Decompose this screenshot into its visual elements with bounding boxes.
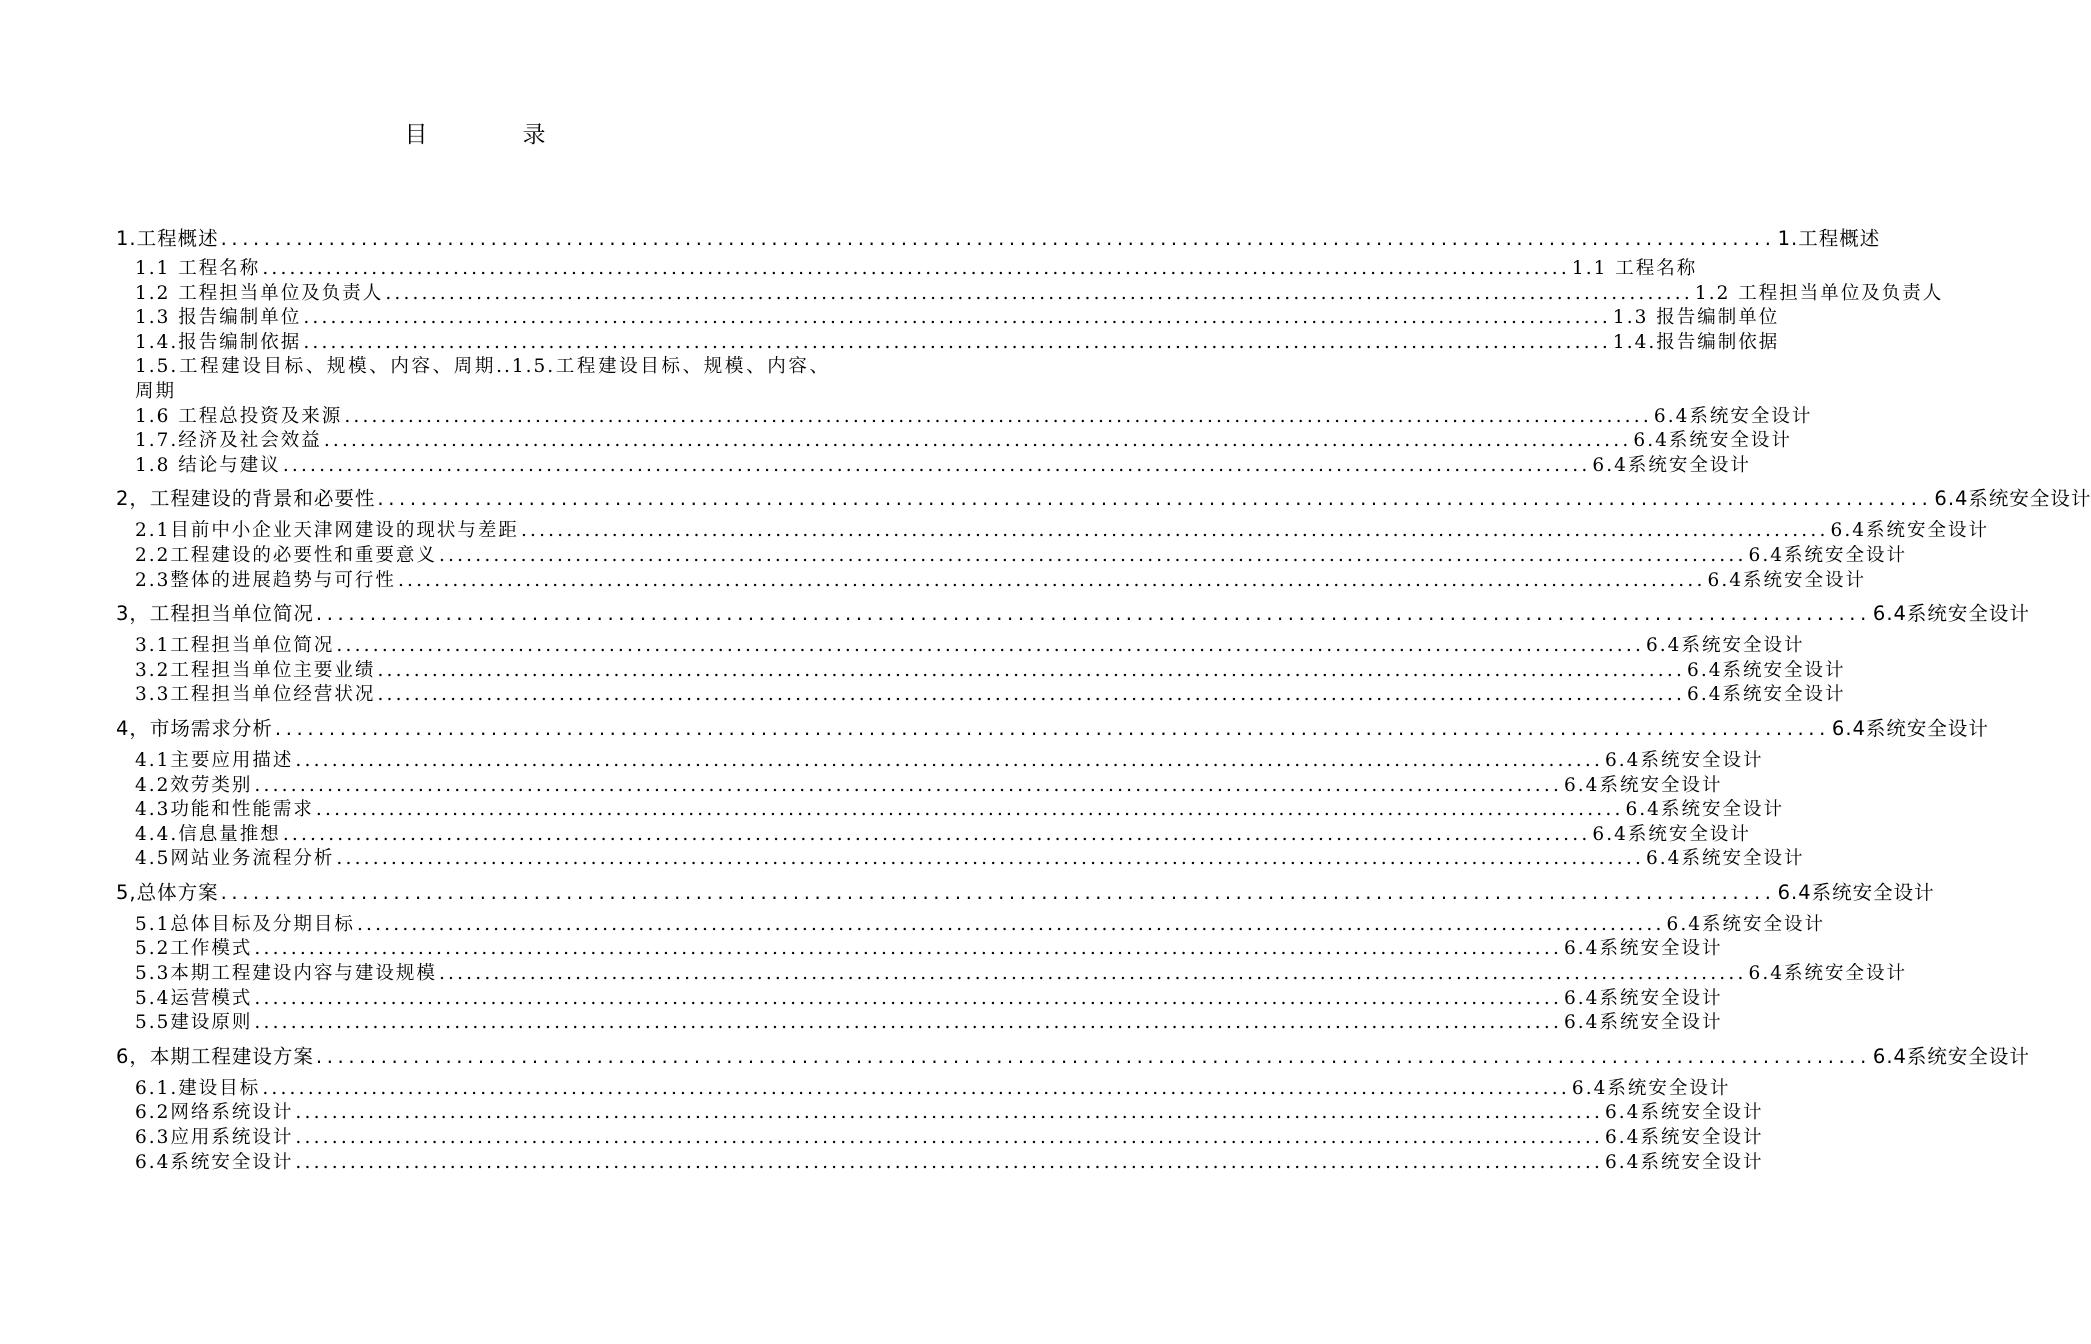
toc-entry-title: 5.4运营模式: [135, 987, 253, 1009]
toc-dot-leader: ................................................................................................................................................: [336, 848, 1645, 870]
toc-dot-leader: ................................................................................................................................................: [254, 938, 1563, 960]
toc-entry-page: 6.4系统安全设计: [1872, 1044, 2030, 1068]
toc-entry-page: 6.4系统安全设计: [1564, 1012, 1723, 1034]
toc-dot-leader: ................................................................................................................................................: [295, 1102, 1604, 1124]
toc-entry-3[interactable]: [116, 601, 2030, 627]
toc-entry-1-5[interactable]: [116, 355, 830, 404]
toc-dot-leader: ................................................................................................................................................: [356, 913, 1665, 935]
toc-dot-leader: ..: [496, 356, 512, 378]
toc-dot-leader: ................................................................................................................................................: [315, 1044, 1871, 1068]
toc-dot-leader: ................................................................................................................................................: [377, 487, 1933, 511]
toc-entry-2[interactable]: [116, 486, 2091, 512]
toc-dot-leader: ................................................................................................................................................: [295, 1127, 1604, 1149]
toc-entry-title: 4.3功能和性能需求: [135, 799, 314, 821]
toc-entry-1-2[interactable]: [116, 282, 1944, 307]
toc-entry-page: 6.4系统安全设计: [1605, 749, 1764, 771]
toc-dot-leader: ................................................................................................................................................: [385, 282, 1693, 304]
toc-entry-page: 6.4系统安全设计: [1830, 520, 1989, 542]
toc-entry-title: 3，工程担当单位简况: [116, 602, 314, 626]
toc-dot-leader: ................................................................................................................................................: [344, 405, 1652, 427]
toc-entry-page: 6.4系统安全设计: [1934, 487, 2091, 511]
toc-entry-title: 3.3工程担当单位经营状况: [135, 684, 376, 706]
toc-entry-page: 1.5.工程建设目标、规模、内容、周期: [135, 356, 830, 402]
toc-entry-title: 1.7.经济及社会效益: [135, 430, 322, 452]
toc-entry-title: 3.2工程担当单位主要业绩: [135, 659, 376, 681]
toc-entry-page: 6.4系统安全设计: [1592, 454, 1751, 476]
toc-entry-title: 6，本期工程建设方案: [116, 1044, 314, 1068]
toc-entry-5-1[interactable]: [116, 913, 1825, 938]
toc-entry-page: 6.4系统安全设计: [1605, 1127, 1764, 1149]
toc-dot-leader: ................................................................................................................................................: [438, 963, 1747, 985]
toc-entry-5-3[interactable]: [116, 962, 1907, 987]
toc-entry-1-3[interactable]: [116, 306, 1780, 331]
toc-entry-title: 5.2工作模式: [135, 938, 253, 960]
toc-dot-leader: ................................................................................................................................................: [315, 602, 1871, 626]
toc-entry-6-4[interactable]: [116, 1151, 1764, 1176]
toc-entry-title: 4.2效劳类别: [135, 774, 253, 796]
table-of-contents: [116, 226, 2091, 1175]
toc-entry-page: 6.4系统安全设计: [1564, 987, 1723, 1009]
toc-entry-1[interactable]: [116, 226, 1881, 252]
toc-entry-2-3[interactable]: [116, 569, 1866, 594]
toc-entry-4-2[interactable]: [116, 774, 1723, 799]
toc-entry-page: 6.4系统安全设计: [1564, 774, 1723, 796]
toc-dot-leader: ................................................................................................................................................: [220, 227, 1776, 250]
toc-entry-6-3[interactable]: [116, 1126, 1764, 1151]
toc-entry-5-2[interactable]: [116, 937, 1723, 962]
toc-dot-leader: ................................................................................................................................................: [377, 684, 1686, 706]
toc-entry-page: 1.3 报告编制单位: [1612, 307, 1780, 329]
toc-entry-title: 2.1目前中小企业天津网建设的现状与差距: [135, 520, 519, 542]
toc-entry-page: 1.工程概述: [1777, 227, 1881, 250]
toc-entry-page: 6.4系统安全设计: [1687, 659, 1846, 681]
toc-entry-title: 5.3本期工程建设内容与建设规模: [135, 963, 437, 985]
toc-entry-3-2[interactable]: [116, 659, 1846, 684]
toc-entry-title: 5.5建设原则: [135, 1012, 253, 1034]
toc-entry-title: 4.5网站业务流程分析: [135, 848, 335, 870]
toc-entry-page: 1.1 工程名称: [1571, 258, 1698, 279]
toc-entry-title: 5,总体方案: [116, 880, 219, 904]
toc-entry-title: 6.2网络系统设计: [135, 1102, 294, 1124]
toc-entry-title: 3.1工程担当单位简况: [135, 635, 335, 657]
toc-entry-title: 4，市场需求分析: [116, 716, 273, 740]
toc-entry-4[interactable]: [116, 716, 1989, 742]
toc-dot-leader: ................................................................................................................................................: [282, 823, 1591, 845]
toc-dot-leader: ................................................................................................................................................: [254, 1012, 1563, 1034]
toc-entry-title: 1.8 结论与建议: [135, 454, 281, 476]
toc-dot-leader: ................................................................................................................................................: [336, 635, 1645, 657]
toc-entry-1-1[interactable]: [116, 257, 1698, 282]
toc-entry-4-3[interactable]: [116, 798, 1784, 823]
toc-entry-title: 6.3应用系统设计: [135, 1127, 294, 1149]
toc-dot-leader: ................................................................................................................................................: [303, 331, 1611, 353]
toc-dot-leader: ................................................................................................................................................: [254, 774, 1563, 796]
page-title: 目 录: [404, 122, 582, 148]
toc-dot-leader: ................................................................................................................................................: [220, 880, 1776, 904]
toc-entry-1-8[interactable]: [116, 454, 1751, 479]
toc-dot-leader: ................................................................................................................................................: [520, 520, 1829, 542]
toc-entry-title: 1.4.报告编制依据: [135, 331, 302, 353]
toc-dot-leader: ................................................................................................................................................: [377, 659, 1686, 681]
toc-entry-title: 2.3整体的进展趋势与可行性: [135, 569, 396, 591]
toc-entry-4-4[interactable]: [116, 823, 1751, 848]
toc-dot-leader: ................................................................................................................................................: [397, 569, 1706, 591]
toc-entry-title: 1.1 工程名称: [135, 258, 261, 279]
toc-dot-leader: ................................................................................................................................................: [438, 544, 1747, 566]
toc-entry-page: 6.4系统安全设计: [1625, 799, 1784, 821]
toc-entry-5-4[interactable]: [116, 987, 1723, 1012]
toc-entry-title: 6.4系统安全设计: [135, 1151, 294, 1173]
toc-entry-title: 1.6 工程总投资及来源: [135, 405, 343, 427]
toc-entry-page: 6.4系统安全设计: [1687, 684, 1846, 706]
toc-entry-title: 4.1主要应用描述: [135, 749, 294, 771]
toc-dot-leader: ................................................................................................................................................: [303, 307, 1611, 329]
toc-entry-page: 6.4系统安全设计: [1571, 1077, 1731, 1099]
toc-dot-leader: ................................................................................................................................................: [262, 1077, 1570, 1099]
toc-entry-page: 1.2 工程担当单位及负责人: [1694, 282, 1944, 304]
toc-entry-page: 1.4.报告编制依据: [1612, 331, 1780, 353]
toc-entry-6-1[interactable]: [116, 1077, 1731, 1102]
toc-entry-page: 6.4系统安全设计: [1748, 963, 1907, 985]
toc-entry-title: 1.工程概述: [116, 227, 219, 250]
toc-dot-leader: ................................................................................................................................................: [295, 1151, 1604, 1173]
toc-entry-5-5[interactable]: [116, 1011, 1723, 1036]
toc-entry-1-7[interactable]: [116, 429, 1792, 454]
toc-entry-4-1[interactable]: [116, 749, 1764, 774]
toc-entry-6-2[interactable]: [116, 1101, 1764, 1126]
toc-entry-5[interactable]: [116, 880, 1935, 906]
toc-dot-leader: ................................................................................................................................................: [262, 258, 1570, 279]
toc-dot-leader: ................................................................................................................................................: [254, 987, 1563, 1009]
toc-entry-2-2[interactable]: [116, 544, 1907, 569]
toc-dot-leader: ................................................................................................................................................: [274, 716, 1830, 740]
toc-entry-page: 6.4系统安全设计: [1592, 823, 1751, 845]
toc-entry-page: 6.4系统安全设计: [1605, 1102, 1764, 1124]
toc-entry-page: 6.4系统安全设计: [1646, 848, 1805, 870]
toc-dot-leader: ................................................................................................................................................: [295, 749, 1604, 771]
toc-dot-leader: ................................................................................................................................................: [315, 799, 1624, 821]
toc-entry-page: 6.4系统安全设计: [1748, 544, 1907, 566]
toc-entry-title: 5.1总体目标及分期目标: [135, 913, 355, 935]
toc-dot-leader: ................................................................................................................................................: [282, 454, 1591, 476]
toc-entry-3-1[interactable]: [116, 634, 1805, 659]
toc-entry-page: 6.4系统安全设计: [1872, 602, 2030, 626]
toc-entry-title: 1.5.工程建设目标、规模、内容、周期: [135, 356, 497, 378]
toc-entry-page: 6.4系统安全设计: [1777, 880, 1935, 904]
toc-entry-page: 6.4系统安全设计: [1564, 938, 1723, 960]
toc-entry-3-3[interactable]: [116, 683, 1846, 708]
toc-entry-page: 6.4系统安全设计: [1666, 913, 1825, 935]
toc-entry-title: 4.4.信息量推想: [135, 823, 281, 845]
toc-entry-page: 6.4系统安全设计: [1633, 430, 1792, 452]
toc-entry-6[interactable]: [116, 1044, 2030, 1070]
toc-entry-title: 6.1.建设目标: [135, 1077, 261, 1099]
toc-entry-title: 1.2 工程担当单位及负责人: [135, 282, 384, 304]
toc-entry-4-5[interactable]: [116, 847, 1805, 872]
toc-entry-title: 2，工程建设的背景和必要性: [116, 487, 376, 511]
toc-dot-leader: ................................................................................................................................................: [323, 430, 1632, 452]
toc-entry-title: 1.3 报告编制单位: [135, 307, 302, 329]
toc-entry-1-4[interactable]: [116, 331, 1780, 356]
toc-entry-page: 6.4系统安全设计: [1831, 716, 1989, 740]
toc-entry-page: 6.4系统安全设计: [1605, 1151, 1764, 1173]
toc-entry-page: 6.4系统安全设计: [1646, 635, 1805, 657]
toc-entry-1-6[interactable]: [116, 405, 1813, 430]
toc-entry-page: 6.4系统安全设计: [1707, 569, 1866, 591]
toc-entry-page: 6.4系统安全设计: [1653, 405, 1813, 427]
toc-entry-2-1[interactable]: [116, 519, 1989, 544]
toc-entry-title: 2.2工程建设的必要性和重要意义: [135, 544, 437, 566]
